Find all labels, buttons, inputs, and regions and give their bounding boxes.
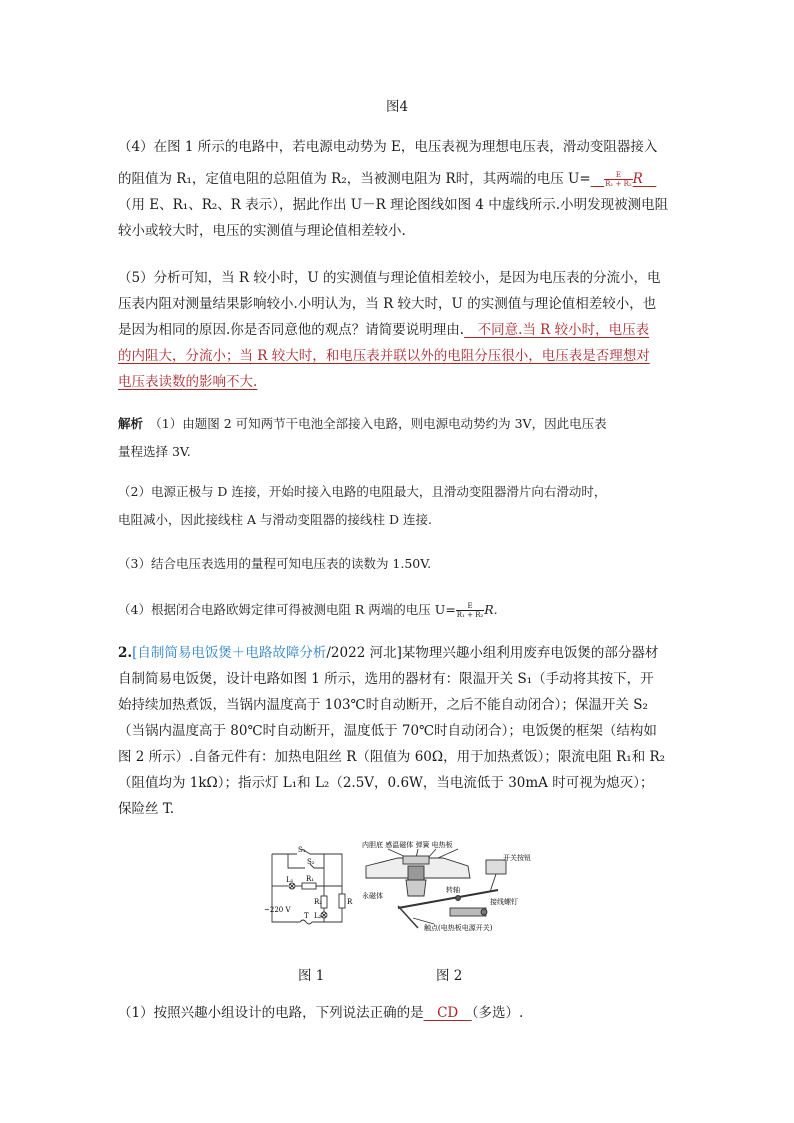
fig1-s1: S₁	[298, 846, 306, 854]
question-4	[118, 134, 678, 244]
fig2-button-label: 开关按钮	[503, 854, 531, 862]
fig2-axis-label: 转轴	[446, 886, 460, 894]
fig1-r: R	[347, 898, 353, 906]
q4-line3: （用 E、R₁、R₂、R 表示），据此作出 U－R 理论图线如图 4 中虚线所示.小明发现被测电阻	[118, 197, 669, 213]
figure-1-caption: 图 1	[298, 968, 325, 984]
figure-2-structure	[358, 838, 536, 936]
analysis-4-frac-num: E	[456, 602, 484, 611]
q4-answer	[591, 171, 657, 187]
analysis-4-text: （4）根据闭合电路欧姆定律可得被测电阻 R 两端的电压 U=	[118, 602, 456, 617]
fig1-s2: S₂	[307, 858, 315, 866]
fig2-top-label: 内胆底 感温磁体 弹簧 电热板	[362, 841, 453, 849]
q4-frac-den: R₁ + R₂	[605, 180, 632, 188]
fig1-fuse: T	[304, 912, 309, 920]
analysis-4-frac-den: R₁ + R₂	[456, 611, 484, 619]
q5-line3	[118, 317, 678, 343]
analysis-2-line2: 电阻减小，因此接线柱 A 与滑动变阻器的接线柱 D 连接.	[118, 512, 432, 527]
question-5	[118, 265, 678, 395]
q2-line3: 始持续加热煮饭，当锅内温度高于 103℃时自动断开，之后不能自动闭合）；保温开关 S₂	[118, 697, 648, 713]
fig1-l1: L₁	[286, 876, 294, 884]
q5-answer-1: 不同意.当 R 较小时，电压表	[464, 322, 650, 338]
analysis-3: （3）结合电压表选用的量程可知电压表的读数为 1.50V.	[118, 556, 432, 571]
fig2-magnet-label: 永磁体	[362, 892, 383, 900]
q4-line2-text: 的阻值为 R₁，定值电阻的总阻值为 R₂，当被测电阻为 R时，其两端的电压 U=	[118, 171, 591, 187]
analysis-1-line2: 量程选择 3V.	[118, 444, 191, 459]
q2-line4: （当锅内温度高于 80℃时自动断开，温度低于 70℃时自动闭合）；电饭煲的框架（结构如	[118, 723, 657, 739]
fig1-voltage: ~220 V	[264, 906, 291, 914]
fig2-contact-label: 触点(电热板电源开关)	[424, 924, 493, 932]
analysis-block	[118, 410, 678, 624]
q2-line1-text: /2022 河北]某物理兴趣小组利用废弃电饭煲的部分器材	[326, 645, 659, 661]
q5-answer-3: 电压表读数的影响不大.	[118, 374, 258, 390]
analysis-1-line1	[118, 410, 678, 438]
figure-1-circuit	[262, 842, 362, 938]
analysis-4	[118, 596, 678, 624]
fig1-r2: R₂	[314, 898, 323, 906]
analysis-label: 解析	[118, 416, 144, 431]
q5-answer-3-row	[118, 369, 678, 395]
q2-1-answer: CD	[423, 1005, 472, 1021]
q2-1-text: （1）按照兴趣小组设计的电路，下列说法正确的是	[118, 1005, 424, 1021]
q5-answer-2: 的内阻大，分流小；当 R 较大时，和电压表并联以外的电阻分压很小，电压表是否理想对	[118, 348, 650, 364]
q2-line7: 保险丝 T.	[118, 801, 175, 817]
q5-line3-text: 是因为相同的原因.你是否同意他的观点？请简要说明理由.	[118, 322, 465, 338]
q4-line1: （4）在图 1 所示的电路中，若电源电动势为 E，电压表视为理想电压表，滑动变阻器接入	[118, 139, 658, 155]
fig1-l2: L₂	[314, 912, 322, 920]
q2-number: 2.	[118, 645, 133, 661]
q4-frac-num: E	[604, 171, 632, 180]
q5-line1: （5）分析可知，当 R 较小时，U 的实测值与理论值相差较小，是因为电压表的分流小，电	[118, 270, 661, 286]
fig4-caption: 图4	[386, 99, 409, 115]
figure-2-caption: 图 2	[436, 968, 463, 984]
q4-answer-r: R	[632, 171, 643, 187]
q2-line1	[118, 640, 678, 666]
q4-line2	[118, 166, 678, 192]
q2-line5: 图 2 所示）.自备元件有：加热电阻丝 R（阻值为 60Ω，用于加热煮饭）；限流电阻 R₁和 R₂	[118, 749, 666, 765]
question-2	[118, 640, 678, 822]
q4-line4: 较小或较大时，电压的实测值与理论值相差较小.	[118, 223, 406, 239]
fig1-r1: R₁	[306, 875, 315, 883]
analysis-2-line1: （2）电源正极与 D 连接，开始时接入电路的电阻最大，且滑动变阻器滑片向右滑动时，	[118, 484, 607, 499]
analysis-4-tail: R.	[484, 602, 498, 617]
question-2-part-1	[118, 1000, 678, 1026]
q2-line2: 自制简易电饭煲，设计电路如图 1 所示，选用的器材有：限温开关 S₁（手动将其按下，开	[118, 671, 654, 687]
q2-1-post: （多选）.	[471, 1005, 524, 1021]
q2-topic-tag: [自制简易电饭煲＋电路故障分析	[132, 645, 327, 661]
analysis-1-text: （1）由题图 2 可知两节干电池全部接入电路，则电源电动势约为 3V，因此电压表	[155, 416, 607, 431]
q2-line6: （阻值均为 1kΩ）；指示灯 L₁和 L₂（2.5V，0.6W，当电流低于 30mA 时可视为熄灭）；	[118, 775, 654, 791]
q5-line2: 压表内阻对测量结果影响较小.小明认为，当 R 较大时，U 的实测值与理论值相差较小，也	[118, 296, 657, 312]
fig2-screw-label: 接线螺钉	[490, 898, 518, 906]
